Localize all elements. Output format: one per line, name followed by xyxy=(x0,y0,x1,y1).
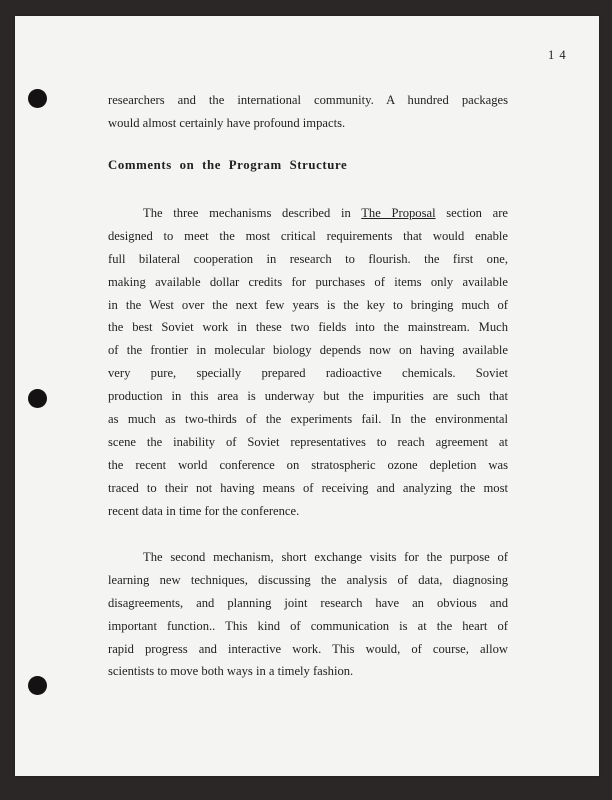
paragraph-line: disagreements, and planning joint research have an obvious and xyxy=(108,595,508,610)
text-run: The three mechanisms described in xyxy=(143,206,351,220)
paragraph-line: designed to meet the most critical requirements that would enable xyxy=(108,228,508,243)
paragraph-line: making available dollar credits for purchases of items only available xyxy=(108,274,508,289)
paragraph-line: the best Soviet work in these two fields into the mainstream. Much xyxy=(108,320,508,335)
paragraph-line: production in this area is underway but the impurities are such that xyxy=(108,389,508,404)
paragraph-continued xyxy=(108,89,508,135)
paragraph-line: as much as two-thirds of the experiments fail. In the environmental xyxy=(108,412,508,427)
paragraph-exchange-visits xyxy=(108,546,508,683)
paragraph-line: researchers and the international community. A hundred packages xyxy=(108,93,508,107)
paragraph-line: the recent world conference on stratospheric ozone depletion was xyxy=(108,457,508,472)
paragraph-first-line xyxy=(108,202,508,225)
paragraph-line: very pure, specially prepared radioactive chemicals. Soviet xyxy=(108,366,508,381)
paragraph-line: recent data in time for the conference. xyxy=(108,503,300,518)
text-run: section are xyxy=(446,206,508,220)
paragraph-line: would almost certainly have profound impacts. xyxy=(108,115,346,130)
page-number: 1 4 xyxy=(548,48,567,62)
paragraph-line: learning new techniques, discussing the analysis of data, diagnosing xyxy=(108,572,508,587)
section-heading: Comments on the Program Structure xyxy=(108,158,348,172)
paragraph-line: The second mechanism, short exchange visits for the purpose of xyxy=(143,550,508,564)
punch-hole-top xyxy=(28,89,47,108)
paragraph-line: important function.. This kind of communication is at the heart of xyxy=(108,618,508,633)
paragraph-line: of the frontier in molecular biology depends now on having available xyxy=(108,343,508,358)
paragraph-line: rapid progress and interactive work. This would, of course, allow xyxy=(108,641,508,656)
paragraph-line: scene the inability of Soviet representatives to reach agreement at xyxy=(108,434,508,449)
paragraph-line: full bilateral cooperation in research to flourish. the first one, xyxy=(108,251,508,266)
paragraph-line: traced to their not having means of receiving and analyzing the most xyxy=(108,480,508,495)
paragraph-mechanisms xyxy=(108,202,508,522)
paragraph-line: scientists to move both ways in a timely fashion. xyxy=(108,664,354,679)
punch-hole-middle xyxy=(28,389,47,408)
punch-hole-bottom xyxy=(28,676,47,695)
paragraph-line: in the West over the next few years is the key to bringing much of xyxy=(108,297,508,312)
underlined-reference: The Proposal xyxy=(361,206,436,220)
